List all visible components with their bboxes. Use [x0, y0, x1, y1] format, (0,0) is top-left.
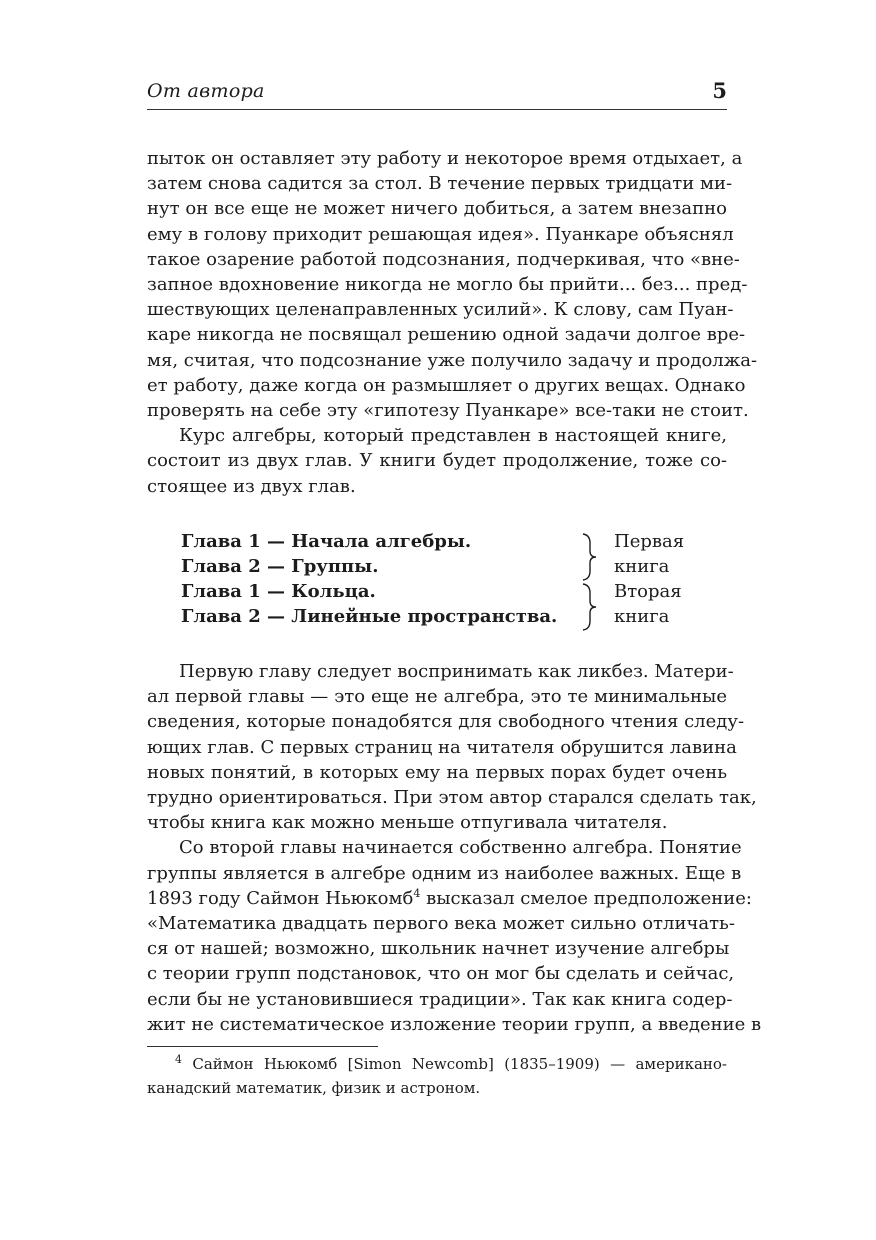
paragraph-4 — [147, 835, 762, 1037]
text-line: чтобы книга как можно меньше отпугивала читателя. — [147, 812, 668, 834]
text-line: запное вдохновение никогда не могло бы прийти... без... пред- — [147, 274, 748, 296]
text-line: ал первой главы — это еще не алгебра, это те минимальные — [147, 686, 727, 708]
main-text-continued — [147, 659, 762, 1037]
text-line: Со второй главы начинается собственно алгебра. Понятие — [179, 837, 742, 859]
text-line: новых понятий, в которых ему на первых порах будет очень — [147, 761, 727, 783]
text-line: нут он все еще не может ничего добиться, а затем внезапно — [147, 198, 727, 220]
page-number: 5 — [712, 78, 727, 103]
text-line: с теории групп подстановок, что он мог бы сделать и сейчас, — [147, 963, 735, 985]
footnote-ref: 4 — [413, 886, 421, 900]
chapter-item: Глава 1 — Кольца. — [181, 581, 376, 602]
chapter-list — [181, 531, 701, 641]
footnote-text: Саймон Ньюкомб [Simon Newcomb] (1835–1909) — американо- — [182, 1055, 727, 1073]
text-line: каре никогда не посвящал решению одной задачи долгое вре- — [147, 324, 746, 346]
text-line-with-footnote — [147, 886, 752, 911]
text-line: Первую главу следует воспринимать как ликбез. Матери- — [179, 661, 734, 682]
text-line: группы является в алгебре одним из наиболее важных. Еще в — [147, 862, 742, 884]
chapter-item: Глава 2 — Группы. — [181, 556, 379, 577]
text-line: ему в голову приходит решающая идея». Пуанкаре объяснял — [147, 223, 734, 245]
text-line: если бы не установившиеся традиции». Так как книга содер- — [147, 988, 733, 1010]
text-line: ющих глав. С первых страниц на читателя обрушится лавина — [147, 736, 737, 758]
text-line: ет работу, даже когда он размышляет о других вещах. Однако — [147, 374, 746, 396]
text-line: Курс алгебры, который представлен в настоящей книге, — [179, 425, 727, 447]
text-line: мя, считая, что подсознание уже получило задачу и продолжа- — [147, 349, 758, 371]
footnote-marker: 4 — [175, 1053, 182, 1066]
footnote — [147, 1052, 727, 1100]
text-fragment: 1893 году Саймон Ньюкомб — [147, 887, 414, 909]
text-line: состоит из двух глав. У книги будет продолжение, тоже со- — [147, 450, 727, 472]
text-line: пыток он оставляет эту работу и некоторое время отдыхает, а — [147, 148, 743, 169]
text-line: шествующих целенаправленных усилий». К слову, сам Пуан- — [147, 299, 734, 321]
text-line: сведения, которые понадобятся для свободного чтения следу- — [147, 711, 745, 733]
text-line: ся от нашей; возможно, школьник начнет изучение алгебры — [147, 938, 730, 960]
chapter-item: Глава 2 — Линейные пространства. — [181, 606, 558, 627]
text-line: стоящее из двух глав. — [147, 475, 356, 497]
footnote-rule — [147, 1046, 378, 1047]
text-line: проверять на себе эту «гипотезу Пуанкаре» все-таки не стоит. — [147, 400, 749, 422]
brace-icon — [581, 583, 601, 631]
chapter-item: Глава 1 — Начала алгебры. — [181, 531, 472, 552]
book-label: книга — [614, 556, 670, 577]
book-label: книга — [614, 606, 670, 627]
text-line: «Математика двадцать первого века может сильно отличать- — [147, 913, 735, 935]
running-header — [147, 78, 727, 108]
paragraph-1 — [147, 146, 758, 423]
paragraph-2 — [147, 423, 727, 499]
section-title: От автора — [147, 80, 265, 102]
footnote-line — [147, 1052, 727, 1076]
text-line: затем снова садится за стол. В течение первых тридцати ми- — [147, 173, 733, 195]
main-text — [147, 146, 758, 499]
footnote-line: канадский математик, физик и астроном. — [147, 1079, 481, 1097]
text-line: жит не систематическое изложение теории групп, а введение в — [147, 1013, 762, 1035]
book-label: Вторая — [614, 581, 682, 602]
paragraph-3 — [147, 659, 757, 835]
text-fragment: высказал смелое предположение: — [420, 887, 752, 909]
header-rule — [147, 109, 727, 110]
text-line: трудно ориентироваться. При этом автор старался сделать так, — [147, 787, 757, 809]
brace-icon — [581, 533, 601, 581]
text-line: такое озарение работой подсознания, подчеркивая, что «вне- — [147, 248, 740, 270]
book-label: Первая — [614, 531, 685, 552]
